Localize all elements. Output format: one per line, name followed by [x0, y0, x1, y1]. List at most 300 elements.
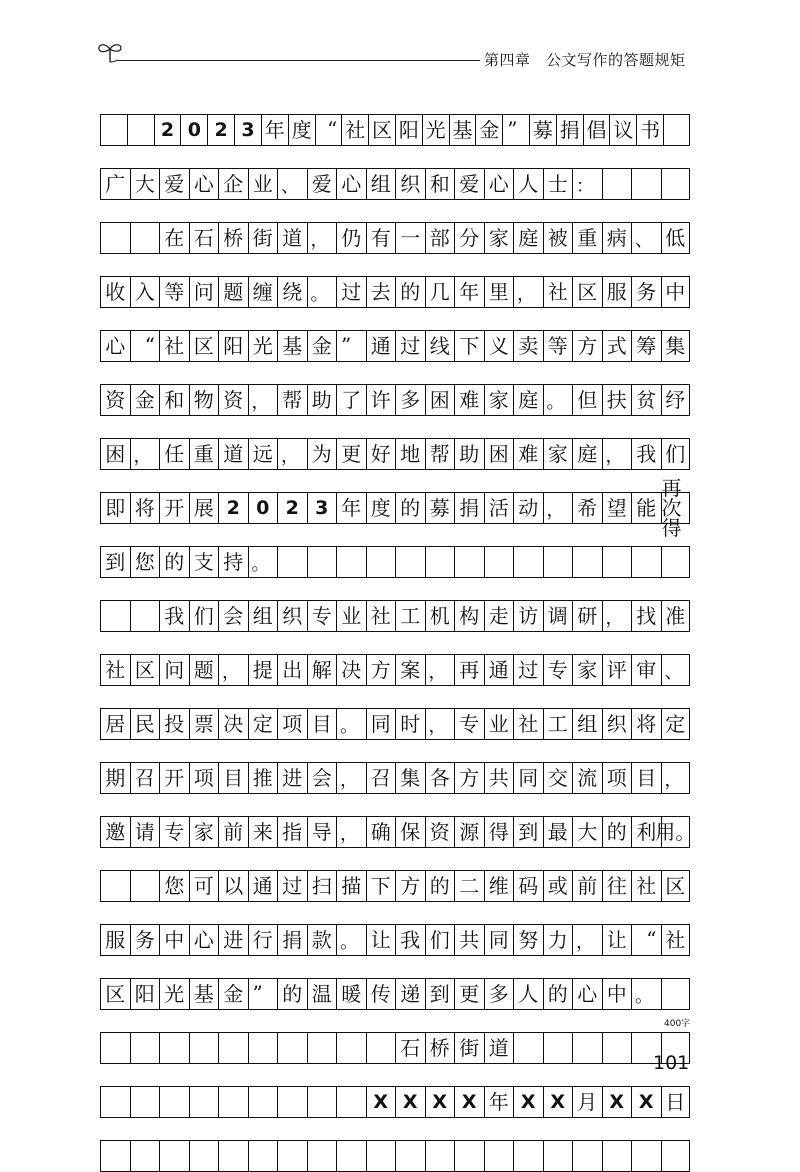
grid-cell: 区	[572, 276, 602, 308]
grid-cell: ，	[602, 600, 632, 632]
grid-cell: 行	[248, 924, 278, 956]
grid-cell: 病	[602, 222, 632, 254]
grid-cell: 3	[307, 492, 337, 524]
grid-cell: X	[395, 1086, 425, 1118]
grid-cell: 部	[425, 222, 455, 254]
grid-cell: 专	[307, 600, 337, 632]
grid-cell: 书	[636, 114, 663, 146]
grid-cell: 光	[159, 978, 189, 1010]
grid-cell: 题	[189, 654, 219, 686]
grid-cell: 捐	[556, 114, 583, 146]
grid-cell: 社	[543, 276, 573, 308]
grid-cell	[543, 1032, 573, 1064]
grid-cell: 或	[543, 870, 573, 902]
grid-cell: 任	[159, 438, 189, 470]
grid-cell: ”	[336, 330, 366, 362]
grid-cell: 案	[395, 654, 425, 686]
grid-cell: ，	[513, 276, 543, 308]
grid-cell: 心	[336, 168, 366, 200]
grid-cell: 集	[395, 762, 425, 794]
grid-cell	[130, 1032, 160, 1064]
grid-row	[100, 1140, 690, 1172]
grid-cell	[100, 222, 130, 254]
grid-cell: 您	[130, 546, 160, 578]
grid-cell: 组	[366, 168, 396, 200]
grid-cell: 物	[189, 384, 219, 416]
grid-cell: 织	[395, 168, 425, 200]
grid-cell	[336, 1032, 366, 1064]
grid-cell: 光	[422, 114, 449, 146]
grid-cell: 家	[543, 438, 573, 470]
grid-cell: 决	[218, 708, 248, 740]
grid-cell: 时	[395, 708, 425, 740]
grid-cell	[100, 1086, 130, 1118]
grid-cell: 地	[395, 438, 425, 470]
grid-cell: 心	[189, 168, 219, 200]
grid-row	[100, 654, 690, 686]
grid-cell	[130, 1086, 160, 1118]
grid-cell	[631, 1140, 661, 1172]
grid-cell: 里	[484, 276, 514, 308]
grid-cell: 决	[336, 654, 366, 686]
grid-cell: 远	[248, 438, 278, 470]
grid-cell: 社	[513, 708, 543, 740]
grid-cell: 年	[261, 114, 288, 146]
grid-cell: 问	[159, 654, 189, 686]
grid-cell: 评	[602, 654, 632, 686]
chapter-title: 第四章 公文写作的答题规矩	[484, 51, 686, 69]
grid-cell: 但	[572, 384, 602, 416]
grid-cell: 二	[454, 870, 484, 902]
grid-cell: 。	[248, 546, 278, 578]
grid-cell: 企	[218, 168, 248, 200]
grid-cell: 的	[395, 276, 425, 308]
grid-cell: 展	[189, 492, 219, 524]
grid-cell: 用。	[661, 816, 691, 848]
grid-cell: 机	[425, 600, 455, 632]
grid-cell: 卖	[513, 330, 543, 362]
grid-cell: 动	[513, 492, 543, 524]
grid-cell	[336, 546, 366, 578]
grid-cell	[218, 1086, 248, 1118]
grid-cell: 中	[661, 276, 691, 308]
grid-cell	[277, 546, 307, 578]
grid-cell: ，	[602, 438, 632, 470]
grid-cell: 资	[100, 384, 130, 416]
grid-cell	[513, 546, 543, 578]
grid-cell: 捐	[454, 492, 484, 524]
grid-cell: 2	[277, 492, 307, 524]
grid-row	[100, 1086, 690, 1118]
grid-cell: 的	[159, 546, 189, 578]
grid-cell	[543, 1140, 573, 1172]
grid-cell: 问	[189, 276, 219, 308]
grid-cell: 通	[366, 330, 396, 362]
grid-cell: 义	[484, 330, 514, 362]
grid-cell	[425, 1140, 455, 1172]
grid-cell: 开	[159, 492, 189, 524]
grid-cell	[454, 546, 484, 578]
grid-cell	[661, 978, 691, 1010]
grid-cell: 度	[288, 114, 315, 146]
grid-cell: 一	[395, 222, 425, 254]
grid-cell: 邀	[100, 816, 130, 848]
grid-cell: 共	[454, 924, 484, 956]
grid-cell: 线	[425, 330, 455, 362]
grid-cell: 金	[218, 978, 248, 1010]
grid-cell: 2	[207, 114, 234, 146]
grid-cell: 好	[366, 438, 396, 470]
grid-cell: 业	[248, 168, 278, 200]
grid-cell: 多	[484, 978, 514, 1010]
grid-cell: 进	[218, 924, 248, 956]
grid-cell: 2	[154, 114, 181, 146]
grid-cell: 进	[277, 762, 307, 794]
grid-cell: 服	[100, 924, 130, 956]
grid-cell: 共	[484, 762, 514, 794]
grid-cell	[572, 546, 602, 578]
grid-cell	[189, 1032, 219, 1064]
grid-cell: 过	[513, 654, 543, 686]
grid-cell: 召	[366, 762, 396, 794]
grid-cell: 专	[543, 654, 573, 686]
grid-cell: 织	[602, 708, 632, 740]
grid-cell: 等	[159, 276, 189, 308]
grid-cell: 走	[484, 600, 514, 632]
grid-cell: 提	[248, 654, 278, 686]
grid-cell	[100, 870, 130, 902]
grid-cell: 。	[543, 384, 573, 416]
grid-cell: 扶	[602, 384, 632, 416]
grid-row	[100, 114, 690, 146]
page-number: 101	[653, 1052, 690, 1074]
grid-cell	[602, 1140, 632, 1172]
grid-cell: 居	[100, 708, 130, 740]
grid-cell	[661, 168, 691, 200]
grid-cell	[602, 168, 632, 200]
grid-cell	[218, 1032, 248, 1064]
grid-cell: 码	[513, 870, 543, 902]
grid-cell: 桥	[425, 1032, 455, 1064]
grid-cell: 项	[189, 762, 219, 794]
grid-cell: 心	[484, 168, 514, 200]
grid-cell: 仍	[336, 222, 366, 254]
grid-cell: 0	[180, 114, 207, 146]
grid-cell: 通	[248, 870, 278, 902]
grid-cell: 前	[218, 816, 248, 848]
grid-cell: 年	[454, 276, 484, 308]
grid-cell: 准	[661, 600, 691, 632]
grid-cell: 递	[395, 978, 425, 1010]
grid-cell: ，	[336, 762, 366, 794]
grid-row	[100, 870, 690, 902]
grid-cell: 等	[543, 330, 573, 362]
grid-cell: 望	[602, 492, 632, 524]
grid-cell: 爱	[307, 168, 337, 200]
grid-cell: 出	[277, 654, 307, 686]
grid-cell	[248, 1032, 278, 1064]
grid-cell: 会	[218, 600, 248, 632]
grid-cell: 题	[218, 276, 248, 308]
grid-cell: 心	[100, 330, 130, 362]
grid-cell: X	[543, 1086, 573, 1118]
grid-cell: 研	[572, 600, 602, 632]
grid-cell	[159, 1032, 189, 1064]
grid-cell: 金	[130, 384, 160, 416]
grid-cell: 活	[484, 492, 514, 524]
grid-cell: 在	[159, 222, 189, 254]
grid-cell: 到	[425, 978, 455, 1010]
grid-row	[100, 978, 690, 1010]
grid-cell	[307, 1086, 337, 1118]
grid-cell: 道	[218, 438, 248, 470]
grid-cell: 区	[130, 654, 160, 686]
grid-cell: 资	[218, 384, 248, 416]
grid-row	[100, 1032, 690, 1064]
grid-cell	[130, 1140, 160, 1172]
grid-cell: 们	[425, 924, 455, 956]
grid-cell	[127, 114, 154, 146]
grid-cell	[513, 1032, 543, 1064]
grid-cell: 街	[248, 222, 278, 254]
grid-cell	[277, 1140, 307, 1172]
grid-cell: 募	[529, 114, 556, 146]
grid-cell: 心	[189, 924, 219, 956]
grid-cell: 到	[100, 546, 130, 578]
grid-cell: 困	[484, 438, 514, 470]
grid-cell: 务	[130, 924, 160, 956]
grid-cell: 有	[366, 222, 396, 254]
grid-row	[100, 168, 690, 200]
grid-cell: 过	[277, 870, 307, 902]
grid-cell: 利	[631, 816, 661, 848]
grid-cell: 开	[159, 762, 189, 794]
grid-cell: 请	[130, 816, 160, 848]
grid-cell: 爱	[159, 168, 189, 200]
grid-cell: 再	[454, 654, 484, 686]
grid-cell	[307, 546, 337, 578]
grid-cell: 街	[454, 1032, 484, 1064]
grid-cell: 定	[661, 708, 691, 740]
grid-cell: 保	[395, 816, 425, 848]
grid-cell: ，	[307, 222, 337, 254]
grid-cell	[631, 546, 661, 578]
grid-cell: 款	[307, 924, 337, 956]
grid-cell: 缠	[248, 276, 278, 308]
grid-cell	[336, 1140, 366, 1172]
grid-cell: X	[513, 1086, 543, 1118]
grid-cell	[366, 546, 396, 578]
grid-cell: 月	[572, 1086, 602, 1118]
grid-cell: 找	[631, 600, 661, 632]
grid-cell: 为	[307, 438, 337, 470]
grid-cell: 您	[159, 870, 189, 902]
grid-cell: 传	[366, 978, 396, 1010]
grid-cell	[277, 1086, 307, 1118]
grid-cell	[307, 1032, 337, 1064]
grid-cell	[100, 600, 130, 632]
grid-cell: 广	[100, 168, 130, 200]
grid-cell	[454, 1140, 484, 1172]
grid-row	[100, 222, 690, 254]
grid-cell: 资	[425, 816, 455, 848]
grid-cell: 庭	[513, 384, 543, 416]
grid-cell	[602, 546, 632, 578]
grid-cell: 同	[513, 762, 543, 794]
grid-cell: 年	[484, 1086, 514, 1118]
grid-cell: 助	[454, 438, 484, 470]
grid-cell: 筹	[631, 330, 661, 362]
grid-cell: 捐	[277, 924, 307, 956]
grid-cell: 光	[248, 330, 278, 362]
grid-cell: 金	[307, 330, 337, 362]
grid-cell: 导	[307, 816, 337, 848]
grid-cell: 家	[572, 654, 602, 686]
grid-cell: 贫	[631, 384, 661, 416]
grid-cell: 目	[307, 708, 337, 740]
grid-cell	[100, 1032, 130, 1064]
grid-cell: 工	[395, 600, 425, 632]
grid-cell	[248, 1086, 278, 1118]
grid-cell: 投	[159, 708, 189, 740]
grid-cell: X	[454, 1086, 484, 1118]
grid-cell: 道	[277, 222, 307, 254]
grid-cell: 基	[449, 114, 476, 146]
grid-row	[100, 762, 690, 794]
grid-cell	[277, 1032, 307, 1064]
grid-cell: 区	[368, 114, 395, 146]
grid-cell: 调	[543, 600, 573, 632]
grid-cell: ”	[248, 978, 278, 1010]
grid-cell: 再次得	[661, 492, 691, 524]
grid-cell: 支	[189, 546, 219, 578]
grid-cell: 能	[631, 492, 661, 524]
grid-cell: 务	[631, 276, 661, 308]
grid-cell: 庭	[513, 222, 543, 254]
grid-cell: 过	[336, 276, 366, 308]
grid-cell: 难	[513, 438, 543, 470]
grid-cell: X	[425, 1086, 455, 1118]
grid-cell: 募	[425, 492, 455, 524]
grid-cell: 重	[189, 438, 219, 470]
grid-cell: 基	[277, 330, 307, 362]
grid-cell: 家	[484, 384, 514, 416]
grid-cell: 方	[366, 654, 396, 686]
grid-cell: 几	[425, 276, 455, 308]
grid-cell: 流	[572, 762, 602, 794]
grid-cell: 目	[218, 762, 248, 794]
grid-cell	[484, 1140, 514, 1172]
grid-cell: “	[315, 114, 342, 146]
grid-cell: 专	[454, 708, 484, 740]
grid-cell: 入	[130, 276, 160, 308]
grid-cell: 前	[572, 870, 602, 902]
grid-cell: 专	[159, 816, 189, 848]
grid-cell	[130, 870, 160, 902]
grid-cell: ，	[130, 438, 160, 470]
grid-cell: 项	[277, 708, 307, 740]
grid-cell: 低	[661, 222, 691, 254]
grid-cell	[159, 1140, 189, 1172]
grid-cell: 温	[307, 978, 337, 1010]
grid-cell: 们	[661, 438, 691, 470]
grid-cell	[130, 600, 160, 632]
grid-cell: 困	[425, 384, 455, 416]
grid-cell: 阳	[395, 114, 422, 146]
grid-cell: 的	[395, 492, 425, 524]
grid-cell: 区	[189, 330, 219, 362]
grid-cell: 过	[395, 330, 425, 362]
grid-cell: 分	[454, 222, 484, 254]
grid-cell: 。	[336, 924, 366, 956]
grid-cell: 桥	[218, 222, 248, 254]
grid-cell: 大	[572, 816, 602, 848]
grid-cell: ，	[543, 492, 573, 524]
grid-cell	[572, 1032, 602, 1064]
grid-cell: 社	[159, 330, 189, 362]
grid-cell: 、	[631, 222, 661, 254]
grid-cell: 组	[572, 708, 602, 740]
grid-cell: 召	[130, 762, 160, 794]
grid-cell	[366, 1140, 396, 1172]
grid-cell: 的	[425, 870, 455, 902]
grid-cell: 以	[218, 870, 248, 902]
grid-cell: 和	[425, 168, 455, 200]
grid-cell	[513, 1140, 543, 1172]
grid-cell: 期	[100, 762, 130, 794]
grid-cell: 希	[572, 492, 602, 524]
grid-cell: 同	[366, 708, 396, 740]
grid-cell: 目	[631, 762, 661, 794]
grid-cell	[130, 222, 160, 254]
grid-cell: 人	[513, 978, 543, 1010]
grid-cell: 基	[189, 978, 219, 1010]
grid-cell: 绕	[277, 276, 307, 308]
grid-row	[100, 276, 690, 308]
grid-cell: 区	[100, 978, 130, 1010]
grid-cell: 的	[543, 978, 573, 1010]
grid-cell: 石	[189, 222, 219, 254]
grid-cell: “	[130, 330, 160, 362]
grid-cell	[572, 1140, 602, 1172]
grid-cell: ，	[425, 708, 455, 740]
grid-cell	[366, 1032, 396, 1064]
grid-cell: ，	[336, 816, 366, 848]
grid-cell: 纾	[661, 384, 691, 416]
grid-cell: 将	[130, 492, 160, 524]
grid-cell: 让	[366, 924, 396, 956]
grid-cell: 我	[631, 438, 661, 470]
grid-cell: X	[602, 1086, 632, 1118]
grid-cell: 了	[336, 384, 366, 416]
grid-cell: ：	[572, 168, 602, 200]
grid-cell: ，	[572, 924, 602, 956]
grid-cell: 。	[336, 708, 366, 740]
grid-cell	[631, 168, 661, 200]
grid-cell: 集	[661, 330, 691, 362]
grid-cell: 确	[366, 816, 396, 848]
grid-cell: ”	[502, 114, 529, 146]
grid-cell: 力	[543, 924, 573, 956]
grid-cell: ，	[661, 762, 691, 794]
grid-cell: 往	[602, 870, 632, 902]
grid-cell: 指	[277, 816, 307, 848]
grid-cell	[395, 1140, 425, 1172]
grid-cell: 助	[307, 384, 337, 416]
grid-cell: 业	[484, 708, 514, 740]
grid-cell	[218, 1140, 248, 1172]
grid-cell: 项	[602, 762, 632, 794]
